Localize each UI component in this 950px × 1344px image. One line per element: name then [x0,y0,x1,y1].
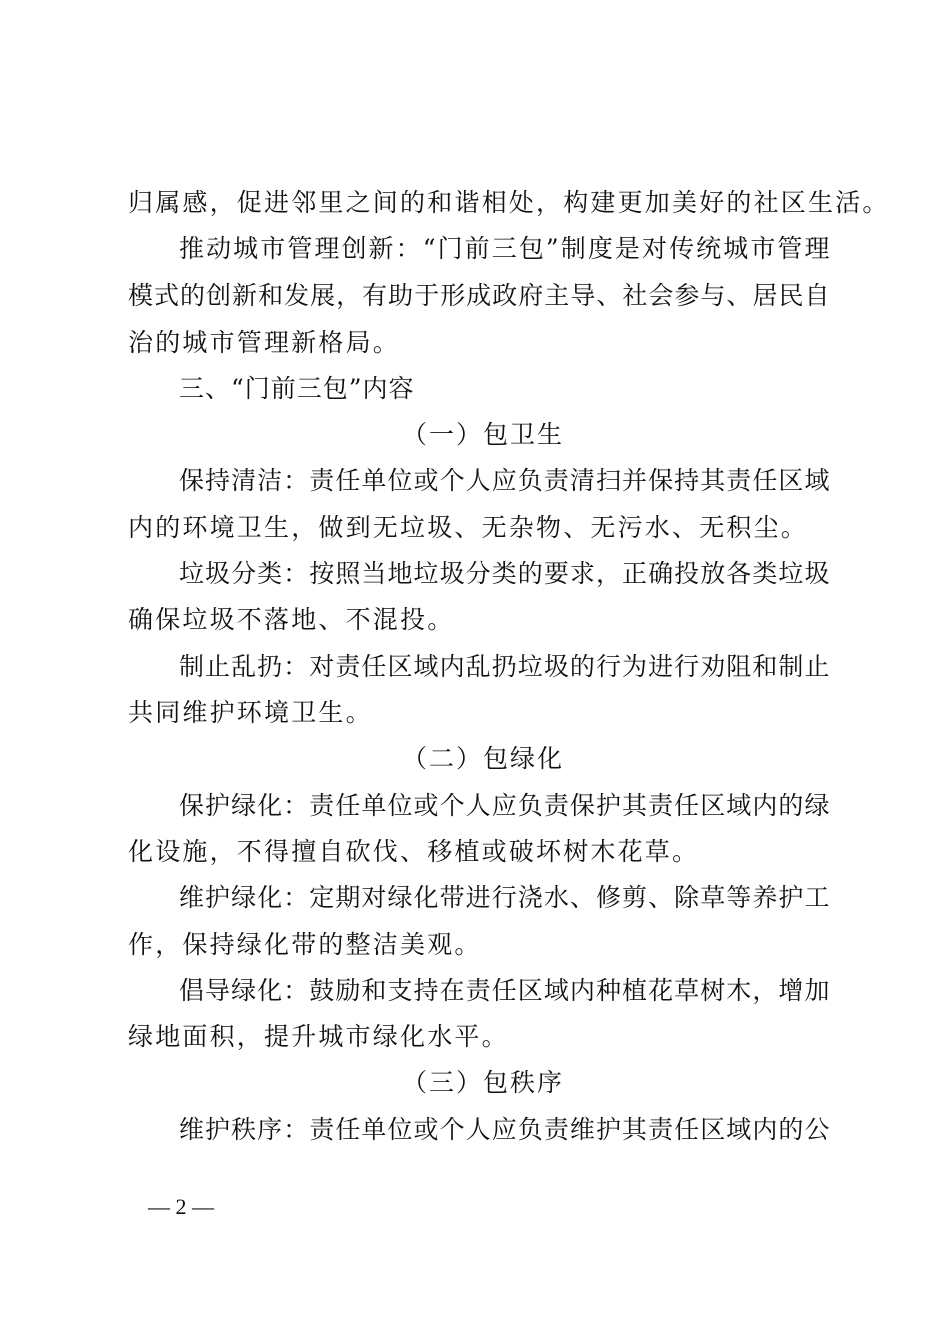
paragraph-line: 化设施，不得擅自砍伐、移植或破坏树木花草。 [128,837,700,866]
section-heading: 三、“门前三包”内容 [179,374,415,403]
paragraph-line: 维护秩序：责任单位或个人应负责维护其责任区域内的公 [179,1115,830,1144]
paragraph-line: 倡导绿化：鼓励和支持在责任区域内种植花草树木，增加 [179,976,830,1005]
paragraph-line: 绿地面积，提升城市绿化水平。 [128,1022,509,1051]
paragraph-line: 保护绿化：责任单位或个人应负责保护其责任区域内的绿 [179,791,830,820]
subsection-heading: （三）包秩序 [401,1068,564,1097]
paragraph-line: 推动城市管理创新：“门前三包”制度是对传统城市管理 [179,234,830,263]
page-number: — 2 — [148,1194,214,1219]
paragraph-line: 作，保持绿化带的整洁美观。 [128,930,482,959]
paragraph-line: 内的环境卫生，做到无垃圾、无杂物、无污水、无积尘。 [128,513,809,542]
paragraph-line: 制止乱扔：对责任区域内乱扔垃圾的行为进行劝阻和制止 [179,652,830,681]
paragraph-line: 垃圾分类：按照当地垃圾分类的要求，正确投放各类垃圾 [179,559,830,588]
paragraph-line: 治的城市管理新格局。 [128,328,401,357]
paragraph-line: 保持清洁：责任单位或个人应负责清扫并保持其责任区域 [179,466,830,495]
paragraph-line: 共同维护环境卫生。 [128,698,373,727]
paragraph-line: 确保垃圾不落地、不混投。 [128,605,455,634]
subsection-heading: （一）包卫生 [401,420,564,449]
subsection-heading: （二）包绿化 [401,744,564,773]
paragraph-line: 归属感，促进邻里之间的和谐相处，构建更加美好的社区生活。 [128,188,890,217]
paragraph-line: 维护绿化：定期对绿化带进行浇水、修剪、除草等养护工 [179,883,830,912]
paragraph-line: 模式的创新和发展，有助于形成政府主导、社会参与、居民自 [128,281,830,310]
